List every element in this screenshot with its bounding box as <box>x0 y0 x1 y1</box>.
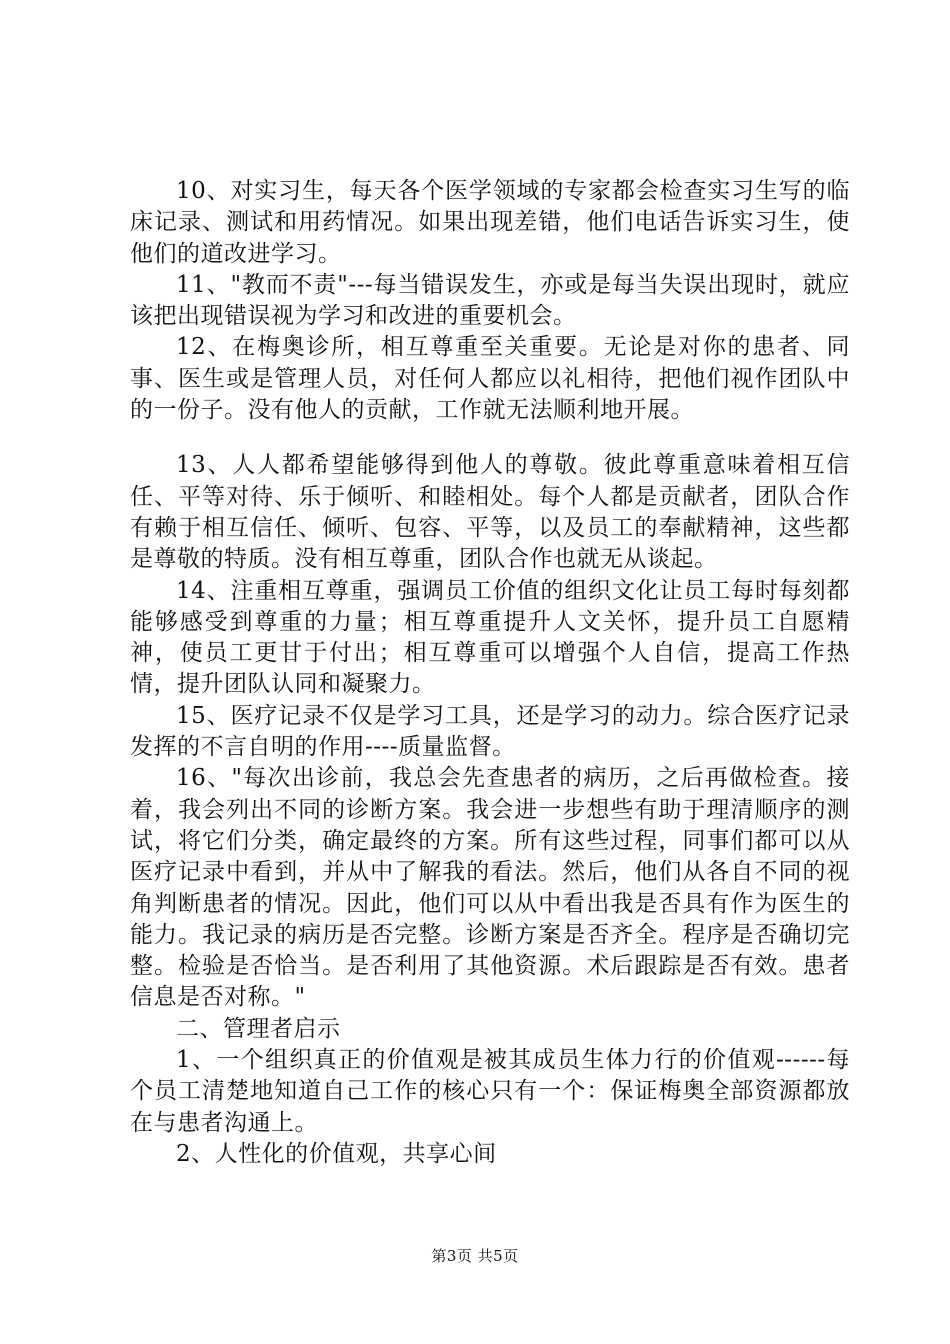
paragraph-15: 15、医疗记录不仅是学习工具，还是学习的动力。综合医疗记录发挥的不言自明的作用----质量监督。 <box>130 702 850 761</box>
section-heading-manager-insights: 二、管理者启示 <box>176 1015 341 1042</box>
page-footer: 第3页 共5页 <box>431 1247 519 1265</box>
insight-item-1: 1、一个组织真正的价值观是被其成员生体力行的价值观------每个员工清楚地知道自己工作的核心只有一个：保证梅奥全部资源都放在与患者沟通上。 <box>130 1047 850 1136</box>
paragraph-13: 13、人人都希望能够得到他人的尊敬。彼此尊重意味着相互信任、平等对待、乐于倾听、和睦相处。每个人都是贡献者，团队合作有赖于相互信任、倾听、包容、平等，以及员工的奉献精神，这些都是尊敬的特质。没有相互尊重，团队合作也就无从谈起。 <box>130 452 850 573</box>
paragraph-12: 12、在梅奥诊所，相互尊重至关重要。无论是对你的患者、同事、医生或是管理人员，对任何人都应以礼相待，把他们视作团队中的一份子。没有他人的贡献，工作就无法顺利地开展。 <box>130 334 850 424</box>
paragraph-16: 16、"每次出诊前，我总会先查患者的病历，之后再做检查。接着，我会列出不同的诊断方案。我会进一步想些有助于理清顺序的测试，将它们分类，确定最终的方案。所有这些过程，同事们都可以从医疗记录中看到，并从中了解我的看法。然后，他们从各自不同的视角判断患者的情况。因此，他们可以从中看出我是否具有作为医生的能力。我记录的病历是否完整。诊断方案是否齐全。程序是否确切完整。检验是否恰当。是否利用了其他资源。术后跟踪是否有效。患者信息是否对称。" <box>130 765 850 1011</box>
paragraph-14: 14、注重相互尊重，强调员工价值的组织文化让员工每时每刻都能够感受到尊重的力量；相互尊重提升人文关怀，提升员工自愿精神，使员工更甘于付出；相互尊重可以增强个人自信，提高工作热情，提升团队认同和凝聚力。 <box>130 577 850 698</box>
insight-item-2: 2、人性化的价值观，共享心间 <box>176 1140 497 1167</box>
paragraph-11: 11、"教而不责"---每当错误发生，亦或是每当失误出现时，就应该把出现错误视为学习和改进的重要机会。 <box>130 271 850 330</box>
document-body <box>130 176 850 1170</box>
paragraph-10: 10、对实习生，每天各个医学领域的专家都会检查实习生写的临床记录、测试和用药情况。如果出现差错，他们电话告诉实习生，使他们的道改进学习。 <box>130 178 850 267</box>
